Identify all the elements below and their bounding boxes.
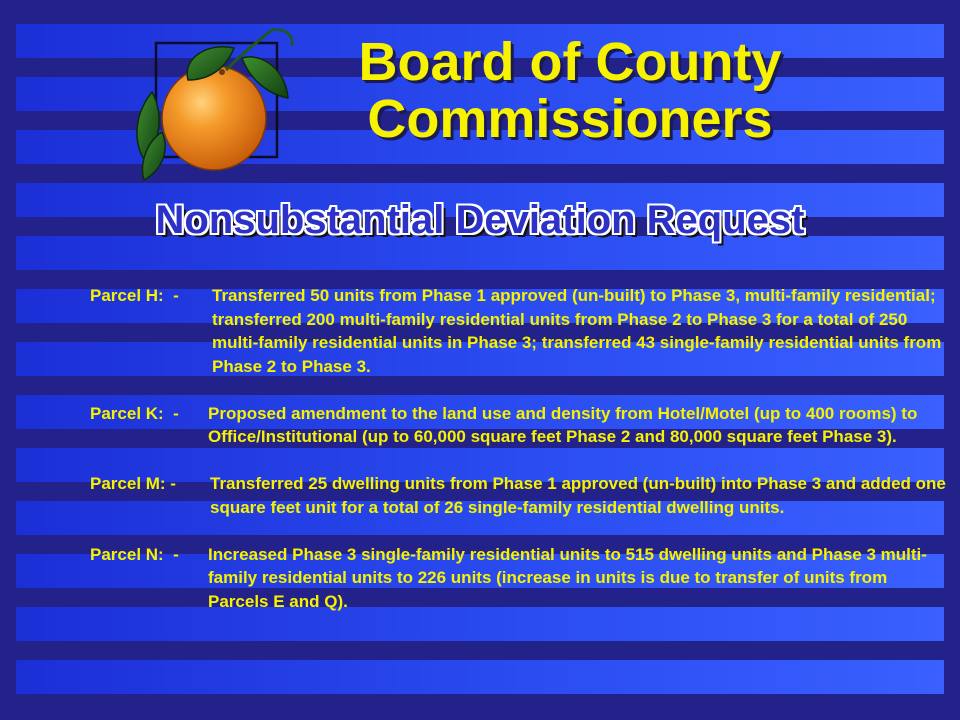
parcel-text: Proposed amendment to the land use and density from Hotel/Motel (up to 400 rooms) to Office/Institutional (up to 60,000 square feet Phase 2 and 80,000 square feet Phase 3). [208,403,918,446]
parcel-label: Parcel N: - [90,544,179,564]
parcel-label: Parcel K: - [90,403,179,423]
parcel-label: Parcel M: - [90,474,176,493]
parcel-k [90,402,950,449]
parcel-h [90,284,950,378]
stripe [16,660,944,694]
parcel-m [90,472,950,519]
parcel-n [90,543,950,614]
parcel-list [90,284,950,637]
title-line-1: Board of County [358,32,782,92]
page-title [300,34,840,148]
title-line-2: Commissioners [367,89,773,149]
orange-with-leaves-icon [122,22,300,190]
parcel-text: Transferred 25 dwelling units from Phase 1 approved (un-built) into Phase 3 and added one square feet unit for a total of 26 single-family residential dwelling units. [210,474,946,517]
parcel-text: Transferred 50 units from Phase 1 approved (un-built) to Phase 3, multi-family residential; transferred 200 multi-family residential units from Phase 2 to Phase 3 for a total of 250 multi-family residential units in Phase 3; transferred 43 single-family residential units from Phase 2 to Phase 3. [212,286,942,376]
parcel-text: Increased Phase 3 single-family residential units to 515 dwelling units and Phase 3 multi-family residential units to 226 units (increase in units is due to transfer of units from Parcels E and Q). [208,544,927,611]
subtitle: Nonsubstantial Deviation Request [155,198,805,242]
parcel-label: Parcel H: - [90,286,179,305]
